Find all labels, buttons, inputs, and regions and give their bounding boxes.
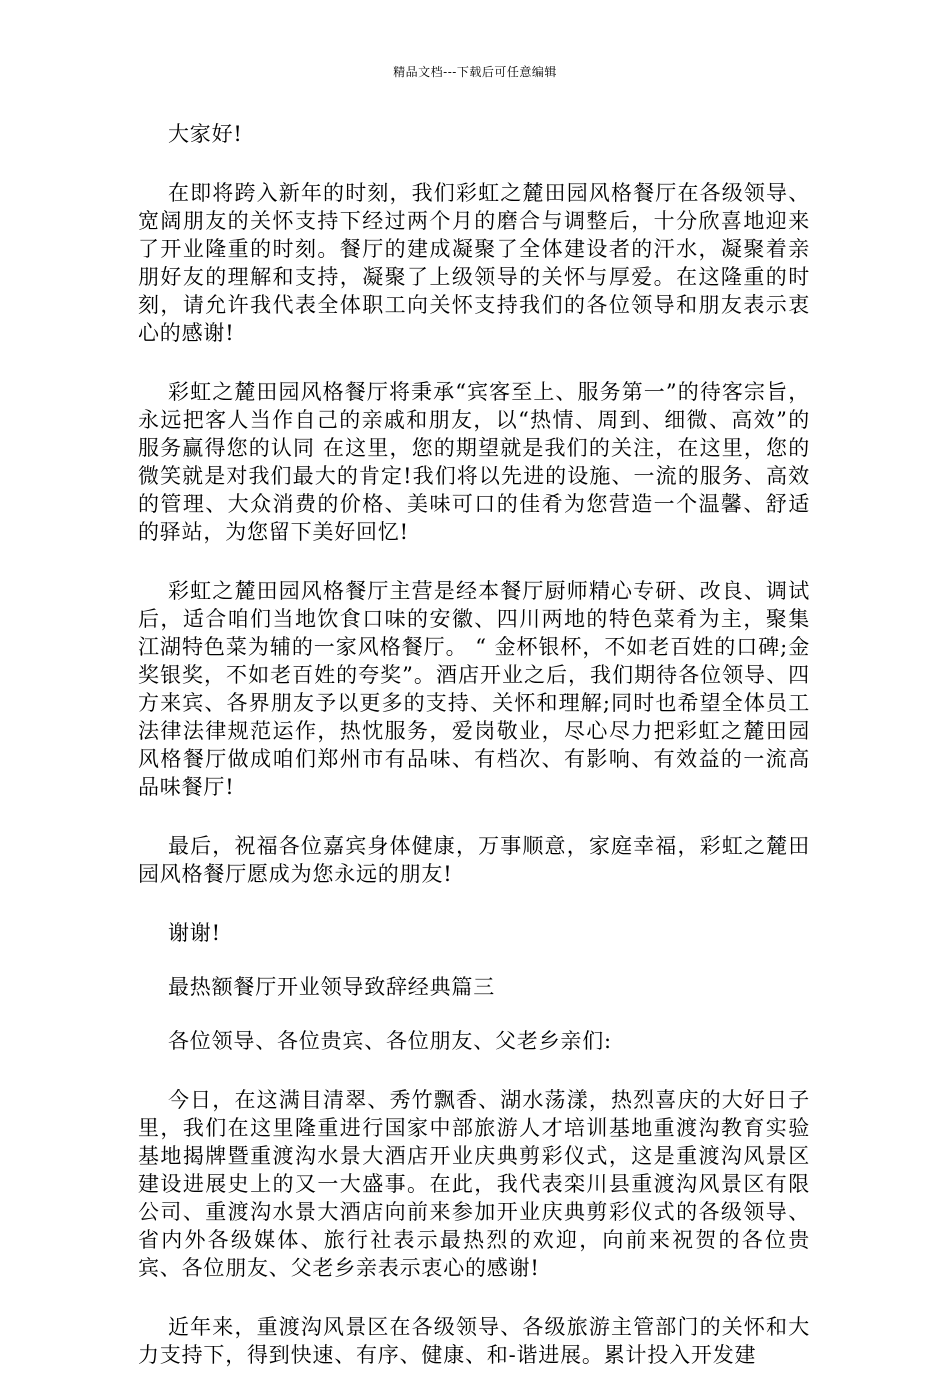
greeting-paragraph: 大家好!: [168, 122, 243, 146]
body-paragraph: 彩虹之麓田园风格餐厅主营是经本餐厅厨师精心专研、改良、调试后，适合咱们当地饮食口味的安徽、四川两地的特色菜肴为主，聚集江湖特色菜为辅的一家风格餐厅。 “ 金杯银杯，不如老百姓的口碑;金奖银奖，不如老百姓的夸奖”。酒店开业之后，我们期待各位领导、四方来宾、各界朋友予以更多的支持、关怀和理解;同时也希望全体员工法律法律规范运作，热忱服务，爱岗敬业，尽心尽力把彩虹之麓田园风格餐厅做成咱们郑州市有品味、有档次、有影响、有效益的一流高品味餐厅!: [138, 579, 810, 799]
body-paragraph: 近年来，重渡沟风景区在各级领导、各级旅游主管部门的关怀和大力支持下，得到快速、有序、健康、和-谐进展。累计投入开发建: [138, 1315, 810, 1367]
body-paragraph: 在即将跨入新年的时刻，我们彩虹之麓田园风格餐厅在各级领导、宽阔朋友的关怀支持下经过两个月的磨合与调整后，十分欣喜地迎来了开业隆重的时刻。餐厅的建成凝聚了全体建设者的汗水，凝聚着亲朋好友的理解和支持，凝聚了上级领导的关怀与厚爱。在这隆重的时刻，请允许我代表全体职工向关怀支持我们的各位领导和朋友表示衷心的感谢!: [138, 181, 810, 345]
document-body: [138, 120, 810, 1400]
body-paragraph: 彩虹之麓田园风格餐厅将秉承“宾客至上、服务第一”的待客宗旨，永远把客人当作自己的亲戚和朋友，以“热情、周到、细微、高效”的服务赢得您的认同 在这里，您的期望就是我们的关注，在这里，您的微笑就是对我们最大的肯定!我们将以先进的设施、一流的服务、高效的管理、大众消费的价格、美味可口的佳肴为您营造一个温馨、舒适的驿站，为您留下美好回忆!: [138, 380, 810, 544]
thanks-paragraph: 谢谢!: [168, 921, 221, 945]
page-header: 精品文档---下载后可任意编辑: [393, 65, 557, 79]
body-paragraph: 最后，祝福各位嘉宾身体健康，万事顺意，家庭幸福，彩虹之麓田园风格餐厅愿成为您永远的朋友!: [138, 834, 810, 886]
body-paragraph: 今日，在这满目清翠、秀竹飘香、湖水荡漾，热烈喜庆的大好日子里，我们在这里隆重进行国家中部旅游人才培训基地重渡沟教育实验基地揭牌暨重渡沟水景大酒店开业庆典剪彩仪式，这是重渡沟风景区建设进展史上的又一大盛事。在此，我代表栾川县重渡沟风景区有限公司、重渡沟水景大酒店向前来参加开业庆典剪彩仪式的各级领导、省内外各级媒体、旅行社表示最热烈的欢迎，向前来祝贺的各位贵宾、各位朋友、父老乡亲表示衷心的感谢!: [138, 1088, 810, 1280]
section-title: 最热额餐厅开业领导致辞经典篇三: [168, 975, 495, 999]
salutation-paragraph: 各位领导、各位贵宾、各位朋友、父老乡亲们:: [168, 1029, 612, 1053]
